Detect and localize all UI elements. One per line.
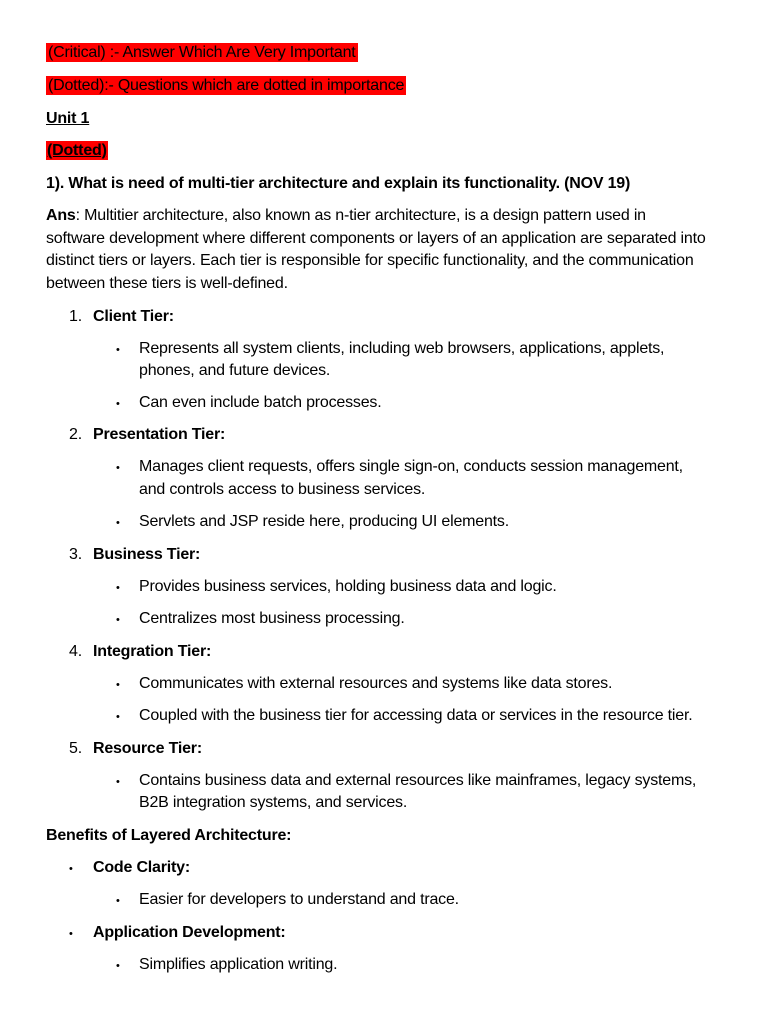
bullet-icon: • [116, 679, 120, 691]
list-item: Simplifies application writing. [139, 956, 338, 973]
list-item: Easier for developers to understand and trace. [139, 891, 459, 908]
list-item: Represents all system clients, including web browsers, applications, applets, [139, 340, 665, 357]
bullet-icon: • [69, 863, 73, 875]
list-item: Communicates with external resources and systems like data stores. [139, 675, 613, 692]
list-item: Provides business services, holding business data and logic. [139, 578, 557, 595]
list-number: 2. [69, 426, 82, 443]
dotted-highlight: (Dotted):- Questions which are dotted in importance [48, 77, 405, 94]
bullet-icon: • [116, 462, 120, 474]
bullet-icon: • [116, 711, 120, 723]
answer-line-3: distinct tiers or layers. Each tier is responsible for specific functionality, and the communication [46, 252, 694, 269]
list-item-cont: B2B integration systems, and services. [139, 794, 408, 811]
list-item-cont: and controls access to business services. [139, 481, 426, 498]
benefit-title: Code Clarity: [93, 859, 190, 876]
legend-critical [46, 42, 358, 64]
tier-title: Resource Tier: [93, 740, 202, 757]
list-item: Centralizes most business processing. [139, 610, 405, 627]
list-item: Contains business data and external resources like mainframes, legacy systems, [139, 772, 697, 789]
answer-label: Ans [46, 207, 76, 224]
tier-title: Client Tier: [93, 308, 174, 325]
unit-heading: Unit 1 [46, 110, 90, 127]
dotted-tag: (Dotted) [47, 142, 107, 159]
list-item: Can even include batch processes. [139, 394, 382, 411]
bullet-icon: • [116, 960, 120, 972]
list-number: 3. [69, 546, 82, 563]
bullet-icon: • [116, 344, 120, 356]
question-heading: 1). What is need of multi-tier architecture and explain its functionality. (NOV 19) [46, 175, 631, 192]
bullet-icon: • [116, 582, 120, 594]
list-number: 1. [69, 308, 82, 325]
answer-line-4: between these tiers is well-defined. [46, 275, 288, 292]
list-item: Servlets and JSP reside here, producing UI elements. [139, 513, 509, 530]
bullet-icon: • [116, 895, 120, 907]
bullet-icon: • [69, 928, 73, 940]
bullet-icon: • [116, 776, 120, 788]
legend-dotted [46, 75, 406, 97]
list-item: Coupled with the business tier for accessing data or services in the resource tier. [139, 707, 693, 724]
importance-tag [46, 140, 108, 162]
bullet-icon: • [116, 614, 120, 626]
list-number: 5. [69, 740, 82, 757]
answer-line-1: Ans: Multitier architecture, also known as n-tier architecture, is a design pattern used in [46, 207, 646, 224]
list-item: Manages client requests, offers single sign-on, conducts session management, [139, 458, 683, 475]
tier-title: Integration Tier: [93, 643, 212, 660]
benefits-heading: Benefits of Layered Architecture: [46, 827, 292, 844]
bullet-icon: • [116, 398, 120, 410]
benefit-title: Application Development: [93, 924, 286, 941]
tier-title: Business Tier: [93, 546, 201, 563]
answer-line-2: software development where different components or layers of an application are separated into [46, 230, 706, 247]
list-item-cont: phones, and future devices. [139, 362, 331, 379]
list-number: 4. [69, 643, 82, 660]
bullet-icon: • [116, 517, 120, 529]
tier-title: Presentation Tier: [93, 426, 226, 443]
critical-highlight: (Critical) :- Answer Which Are Very Important [48, 44, 356, 61]
